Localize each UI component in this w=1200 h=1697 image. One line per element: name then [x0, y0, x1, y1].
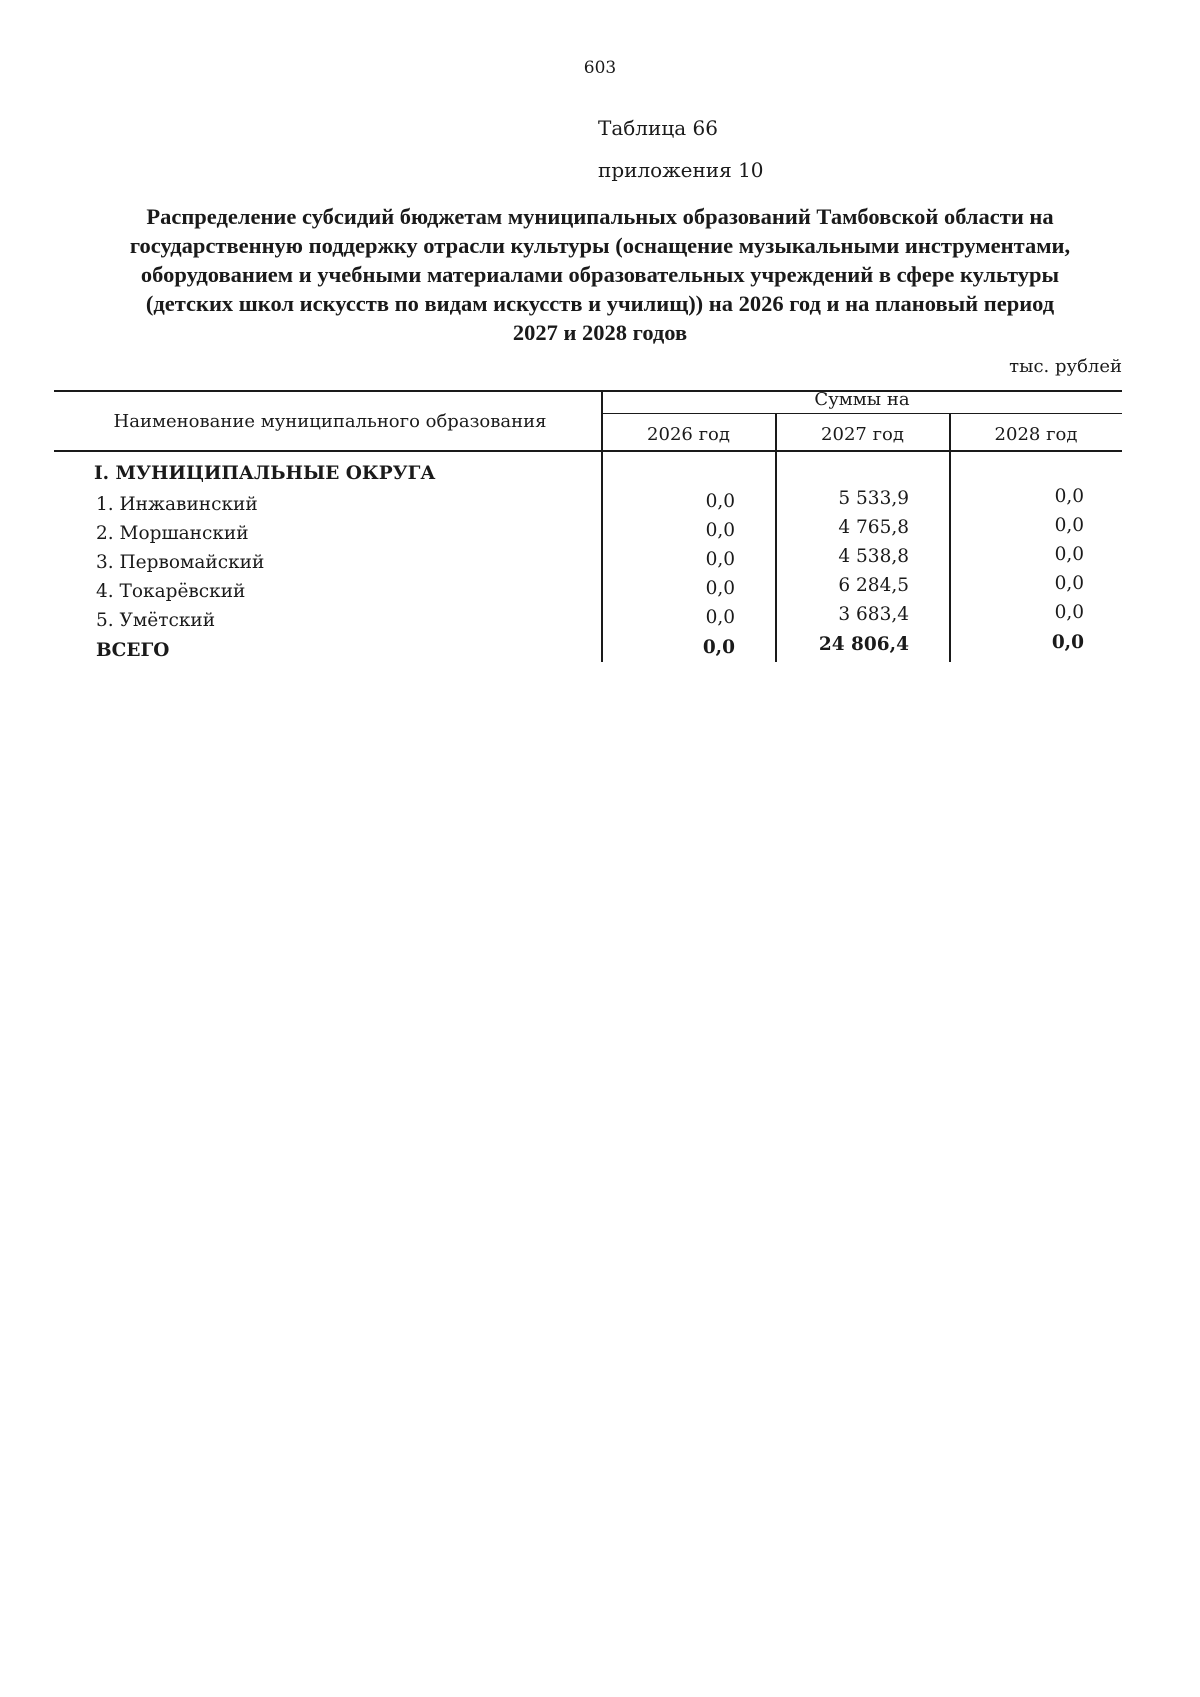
row-name: 1. Инжавинский: [96, 494, 258, 515]
title-line: государственную поддержку отрасли культуры (оснащение музыкальными инструментами,: [129, 233, 1071, 258]
header-bottom-border: [54, 450, 1122, 452]
title-line: (детских школ искусств по видам искусств и училищ)) на 2026 год и на плановый период: [145, 291, 1055, 316]
table-reference-appendix: приложения 10: [598, 158, 764, 182]
header-year-2027: 2027 год: [821, 424, 904, 445]
value-2027: 4 765,8: [838, 517, 909, 538]
value-2027: 3 683,4: [838, 604, 909, 625]
value-2028: 0,0: [1054, 573, 1084, 594]
title-line: оборудованием и учебными материалами образовательных учреждений в сфере культуры: [140, 262, 1060, 287]
table-reference-number: Таблица 66: [598, 116, 718, 140]
sums-header-divider: [601, 413, 1122, 414]
value-2027: 5 533,9: [838, 488, 909, 509]
column-divider-2027: [949, 413, 951, 662]
header-name-column: Наименование муниципального образования: [113, 411, 547, 432]
value-2027: 4 538,8: [838, 546, 909, 567]
value-2026: 0,0: [705, 520, 735, 541]
value-2026: 0,0: [705, 578, 735, 599]
value-2026: 0,0: [705, 607, 735, 628]
title-line: 2027 и 2028 годов: [512, 320, 688, 345]
row-name: 2. Моршанский: [96, 523, 249, 544]
total-label: ВСЕГО: [96, 640, 170, 661]
header-year-2028: 2028 год: [994, 424, 1078, 445]
page-number: 603: [583, 58, 617, 78]
value-2028: 0,0: [1054, 602, 1084, 623]
section-heading: I. МУНИЦИПАЛЬНЫЕ ОКРУГА: [94, 463, 436, 484]
value-2028: 0,0: [1054, 486, 1084, 507]
row-name: 4. Токарёвский: [96, 581, 246, 602]
value-2027: 6 284,5: [838, 575, 909, 596]
value-2028: 0,0: [1054, 515, 1084, 536]
document-title: [60, 202, 1140, 347]
total-2027: 24 806,4: [818, 634, 909, 655]
total-2028: 0,0: [1051, 632, 1084, 653]
row-name: 5. Умётский: [96, 610, 216, 631]
value-2028: 0,0: [1054, 544, 1084, 565]
column-divider-2026: [775, 413, 777, 662]
header-year-2026: 2026 год: [647, 424, 730, 445]
header-sums-on: Суммы на: [814, 389, 910, 410]
row-name: 3. Первомайский: [96, 552, 265, 573]
title-line: Распределение субсидий бюджетам муниципальных образований Тамбовской области на: [146, 204, 1054, 229]
units-label: тыс. рублей: [1009, 356, 1122, 377]
value-2026: 0,0: [705, 549, 735, 570]
total-2026: 0,0: [702, 637, 735, 658]
value-2026: 0,0: [705, 491, 735, 512]
